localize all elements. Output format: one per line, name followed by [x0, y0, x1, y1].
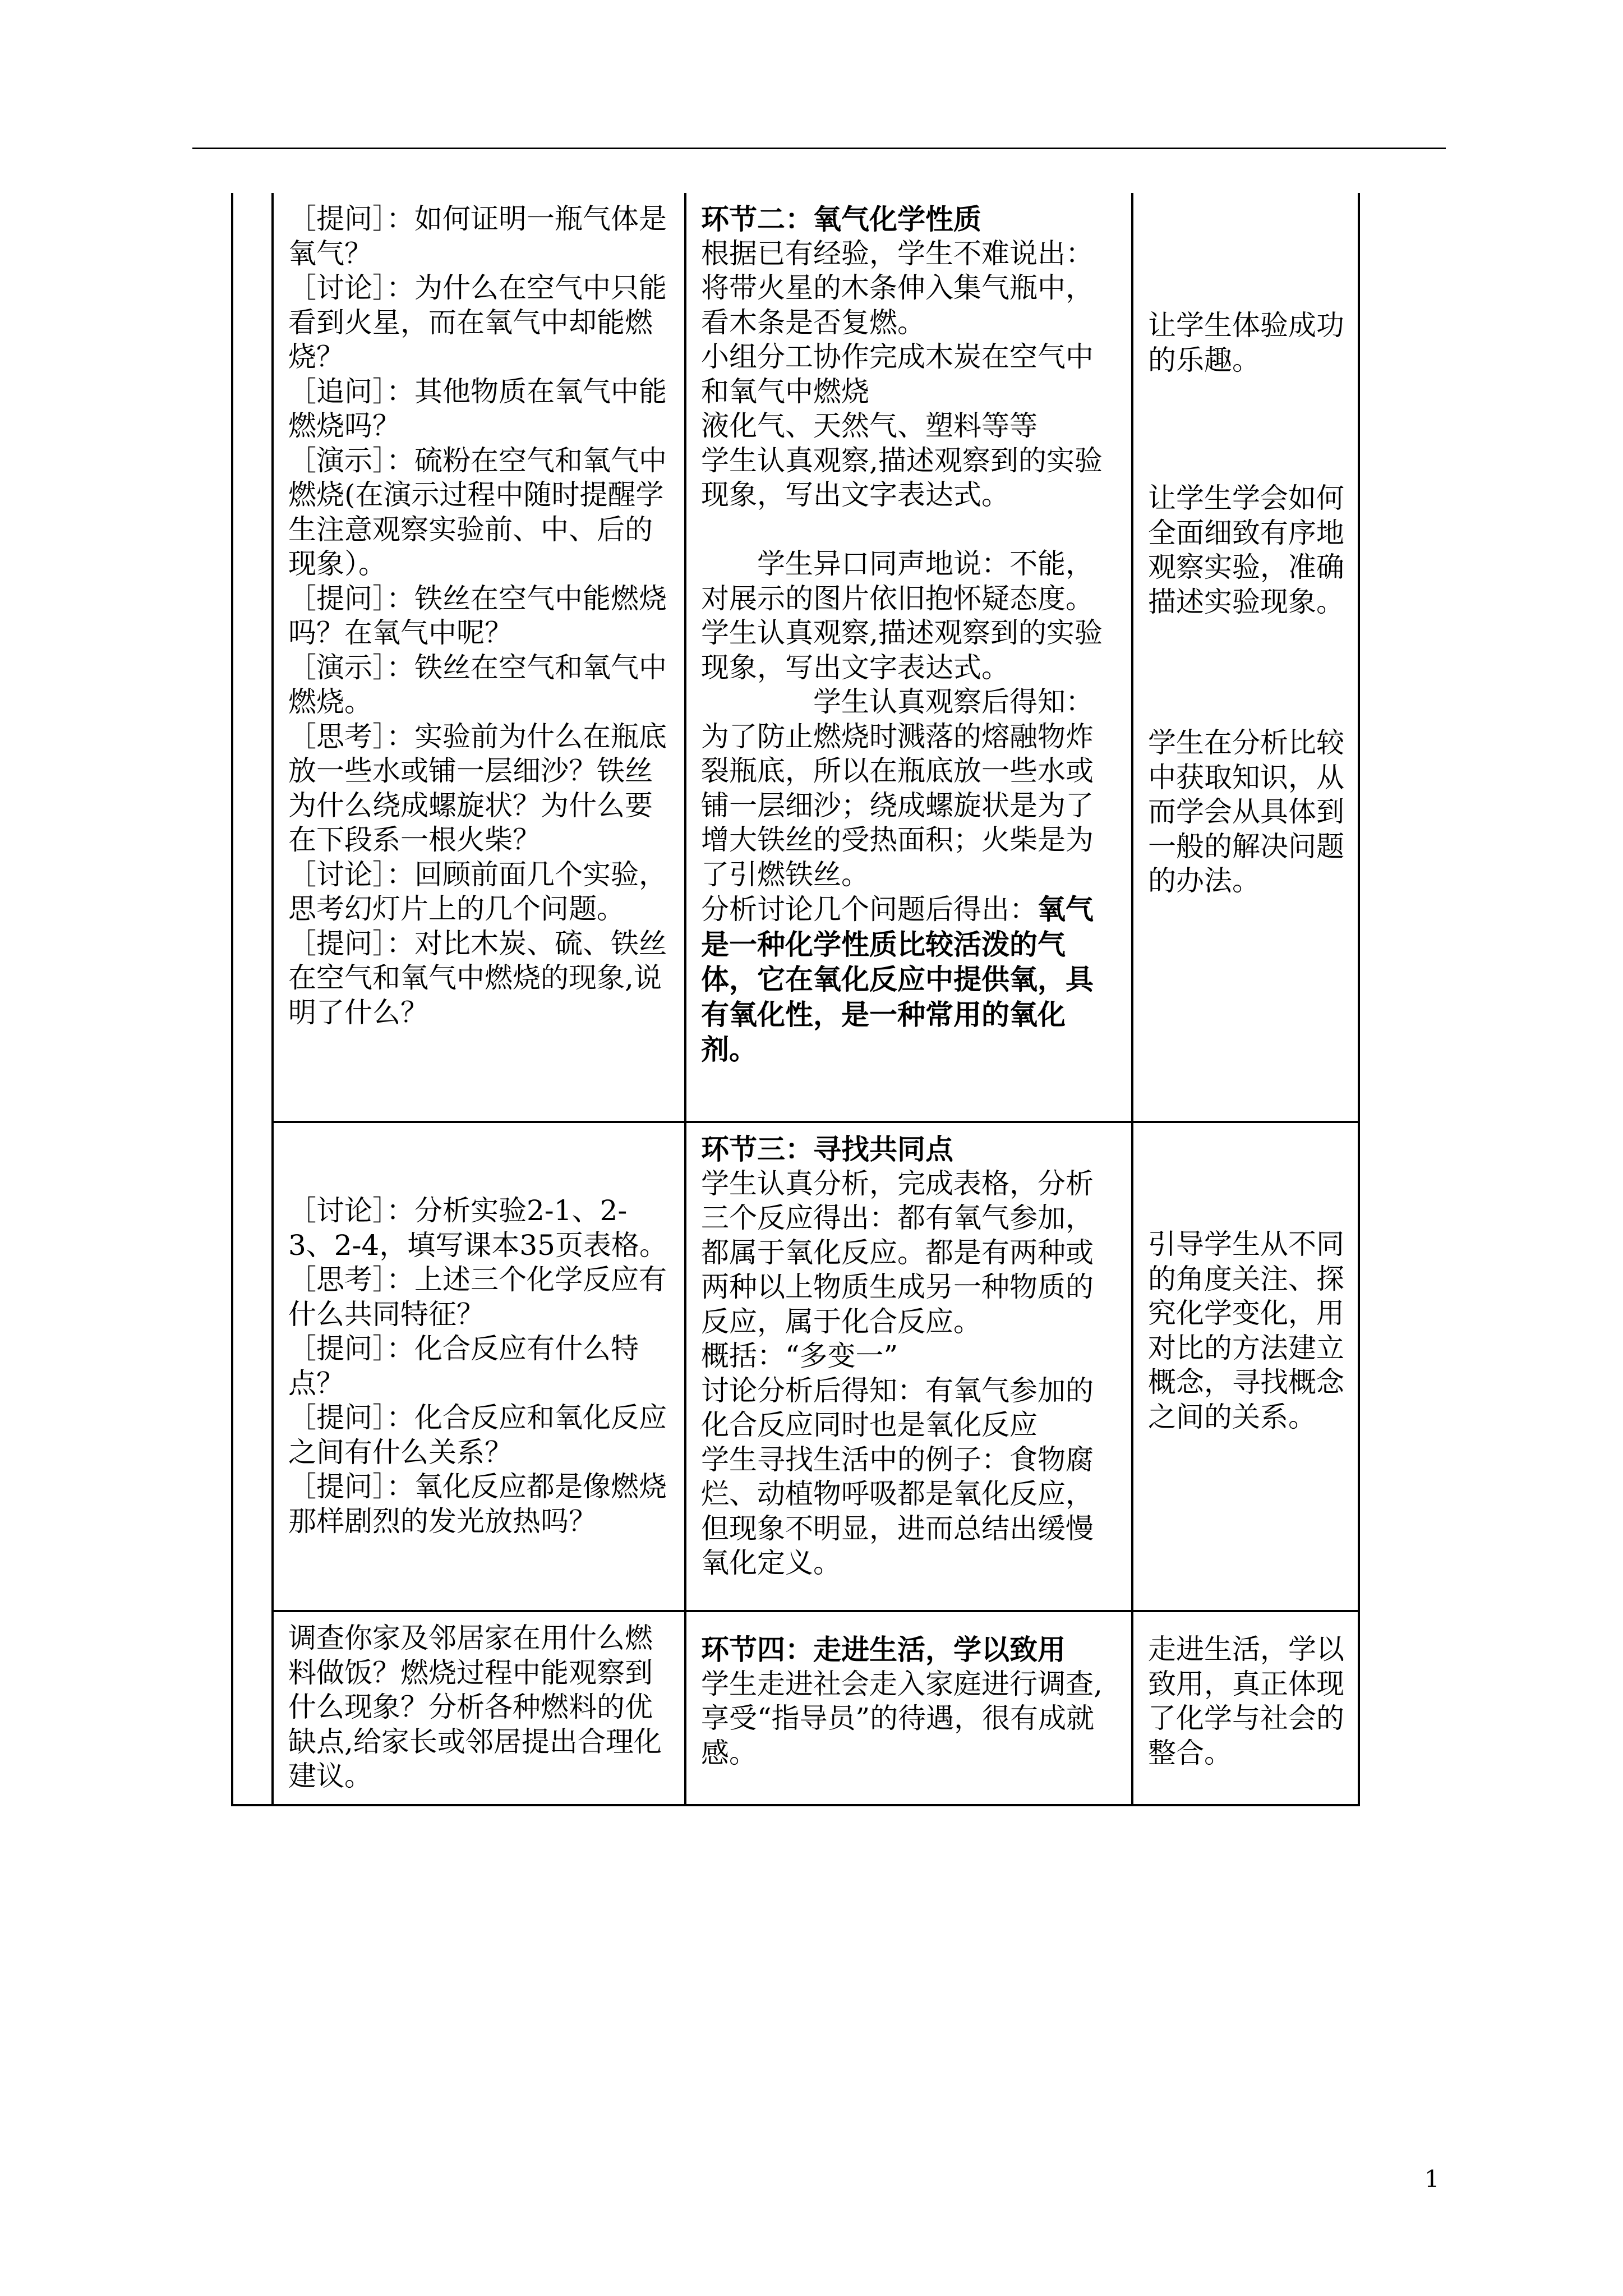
section-heading: 环节四：走进生活，学以致用	[701, 1633, 1066, 1666]
design-intent-cell	[1132, 1122, 1359, 1611]
teacher-activity-cell	[273, 1611, 685, 1805]
student-line	[701, 513, 1119, 547]
student-line: 讨论分析后得知：有氧气参加的化合反应同时也是氧化反应	[701, 1374, 1094, 1441]
student-activity-cell	[685, 193, 1132, 1122]
teacher-line: ［讨论］：回顾前面几个实验，思考幻灯片上的几个问题。	[288, 858, 667, 925]
teacher-line: ［思考］：实验前为什么在瓶底放一些水或铺一层细沙？铁丝为什么绕成螺旋状？为什么要在下段系一根火柴？	[288, 720, 667, 856]
student-activity-cell	[685, 1122, 1132, 1611]
teacher-line: ［追问］：其他物质在氧气中能燃烧吗？	[288, 375, 667, 442]
student-conclusion	[701, 892, 1119, 1068]
conclusion-prefix: 分析讨论几个问题后得出：	[701, 893, 1038, 926]
table-row	[232, 1122, 1359, 1611]
student-line: 学生异口同声地说：不能，对展示的图片依旧抱怀疑态度。	[701, 547, 1094, 615]
teacher-line: ［提问］：氧化反应都是像燃烧那样剧烈的发光放热吗？	[288, 1470, 667, 1538]
student-line: 学生认真分析，完成表格，分析三个反应得出：都有氧气参加，都属于氧化反应。都是有两种或两种以上物质生成另一种物质的反应，属于化合反应。	[701, 1167, 1094, 1338]
student-line: 学生认真观察,描述观察到的实验现象，写出文字表达式。	[701, 616, 1103, 684]
student-activity-cell	[685, 1611, 1132, 1805]
teacher-line: 调查你家及邻居家在用什么燃料做饭？燃烧过程中能观察到什么现象？分析各种燃料的优缺点,给家长或邻居提出合理化建议。	[288, 1622, 662, 1792]
student-line: 概括：“多变一”	[701, 1340, 898, 1372]
teacher-line: ［讨论］：为什么在空气中只能看到火星，而在氧气中却能燃烧？	[288, 272, 667, 373]
page-number: 1	[1424, 2165, 1440, 2193]
intent-line: 让学生体验成功的乐趣。	[1148, 309, 1344, 376]
teacher-line: ［提问］：铁丝在空气中能燃烧吗？在氧气中呢？	[288, 582, 667, 649]
intent-line: 引导学生从不同的角度关注、探究化学变化，用对比的方法建立概念，寻找概念之间的关系。	[1148, 1228, 1344, 1433]
student-line: 学生认真观察,描述观察到的实验现象，写出文字表达式。	[701, 444, 1103, 511]
teacher-activity-cell	[273, 1122, 685, 1611]
teacher-line: ［提问］：如何证明一瓶气体是氧气？	[288, 203, 667, 270]
teacher-line: ［提问］：化合反应有什么特点？	[288, 1332, 639, 1400]
stage-column	[232, 193, 273, 1805]
student-line: 学生寻找生活中的例子：食物腐烂、动植物呼吸都是氧化反应，但现象不明显，进而总结出缓慢氧化定义。	[701, 1443, 1094, 1579]
teacher-line: ［提问］：对比木炭、硫、铁丝在空气和氧气中燃烧的现象,说明了什么？	[288, 927, 667, 1029]
section-heading: 环节三：寻找共同点	[701, 1133, 953, 1166]
teacher-line: ［提问］：化合反应和氧化反应之间有什么关系？	[288, 1401, 667, 1469]
table-row	[232, 193, 1359, 1122]
lesson-plan-table	[231, 193, 1360, 1806]
student-line: 液化气、天然气、塑料等等	[701, 409, 1038, 442]
teacher-line: ［演示］：硫粉在空气和氧气中燃烧(在演示过程中随时提醒学生注意观察实验前、中、后的现象）。	[288, 444, 667, 580]
conclusion-bold: 氧气是一种化学性质比较活泼的气体，它在氧化反应中提供氧，具有氧化性，是一种常用的氧化剂。	[701, 892, 1094, 1066]
student-line: 学生走进社会走入家庭进行调查,享受“指导员”的待遇，很有成就感。	[701, 1667, 1103, 1769]
design-intent-cell	[1132, 1611, 1359, 1805]
intent-line: 让学生学会如何全面细致有序地观察实验，准确描述实验现象。	[1148, 482, 1344, 618]
design-intent-cell	[1132, 193, 1359, 1122]
table-row	[232, 1611, 1359, 1805]
header-rule	[192, 148, 1446, 149]
teacher-line: ［讨论］：分析实验2-1、2-3、2-4，填写课本35页表格。	[288, 1194, 667, 1262]
teacher-activity-cell	[273, 193, 685, 1122]
section-heading: 环节二：氧气化学性质	[701, 203, 981, 236]
student-line: 学生认真观察后得知：为了防止燃烧时溅落的熔融物炸裂瓶底，所以在瓶底放一些水或铺一层细沙；绕成螺旋状是为了增大铁丝的受热面积；火柴是为了引燃铁丝。	[701, 685, 1094, 891]
student-line: 小组分工协作完成木炭在空气中和氧气中燃烧	[701, 341, 1094, 408]
teacher-line: ［演示］：铁丝在空气和氧气中燃烧。	[288, 651, 667, 718]
student-line: 根据已有经验，学生不难说出：将带火星的木条伸入集气瓶中，看木条是否复燃。	[701, 237, 1094, 339]
intent-line: 学生在分析比较中获取知识，从而学会从具体到一般的解决问题的办法。	[1148, 726, 1344, 897]
teacher-line: ［思考］：上述三个化学反应有什么共同特征？	[288, 1263, 667, 1331]
intent-line: 走进生活，学以致用，真正体现了化学与社会的整合。	[1148, 1633, 1344, 1769]
